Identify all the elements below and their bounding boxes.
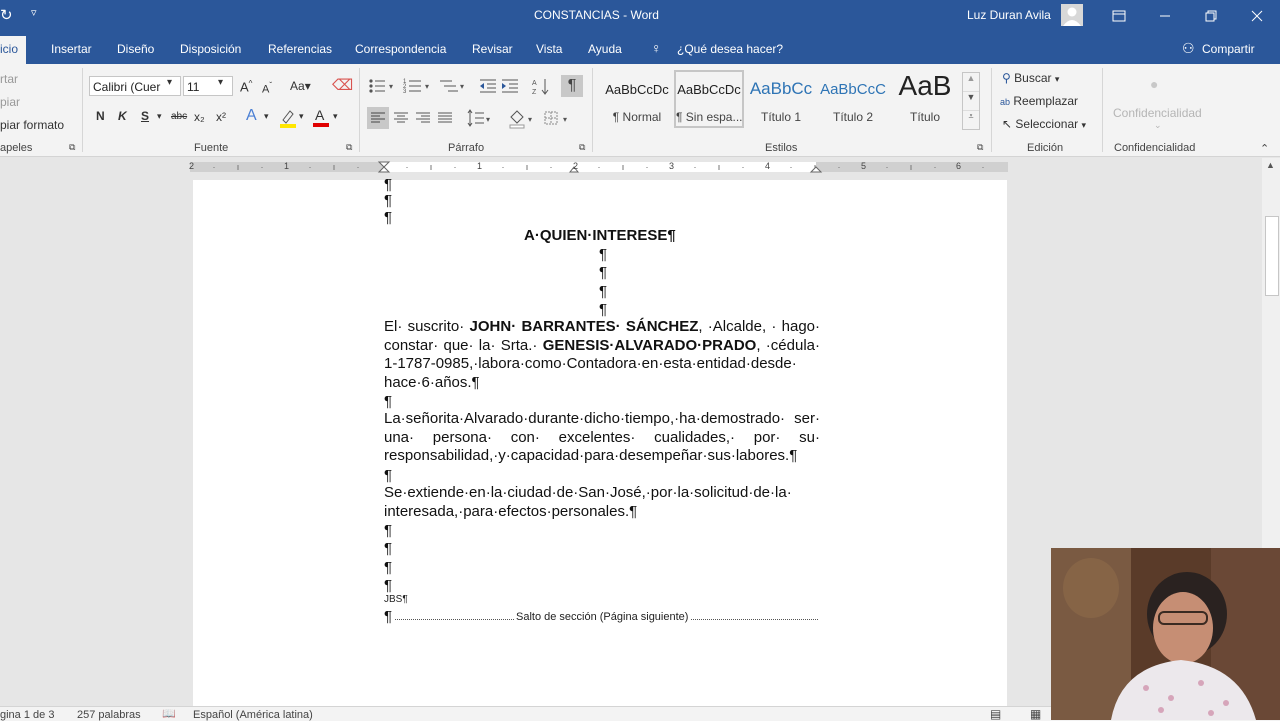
ruler-scale	[190, 160, 1008, 174]
ruler-number: 5	[861, 161, 867, 171]
paragraph-launcher-icon[interactable]: ⧉	[579, 142, 586, 152]
ribbon-display-icon	[1112, 10, 1126, 22]
name-run: GENESIS·ALVARADO·PRADO	[542, 336, 757, 354]
style-titulo-1[interactable]	[746, 70, 816, 128]
ruler-number: 4	[765, 161, 771, 171]
font-size-select[interactable]	[183, 76, 233, 96]
styles-group-label: Estilos	[765, 142, 798, 154]
font-family-value: Calibri (Cuer	[93, 80, 161, 94]
style-normal[interactable]	[602, 70, 672, 128]
presenter-video-image	[1051, 548, 1280, 720]
word-count[interactable]: 257 palabras	[77, 709, 141, 721]
empty-paragraph-mark[interactable]: ¶	[384, 559, 393, 576]
confidentiality-button[interactable]: Confidencialidad	[1113, 106, 1202, 120]
title-bar	[0, 0, 1280, 32]
bullets-button[interactable]	[368, 76, 396, 96]
webcam-overlay	[1051, 548, 1280, 720]
replace-label: Reemplazar	[1013, 94, 1079, 108]
increase-indent-icon	[500, 76, 520, 96]
change-case-button[interactable]: Aa▾	[290, 79, 311, 93]
highlight-button[interactable]	[278, 108, 298, 128]
collapse-ribbon-icon[interactable]: ⌃	[1260, 143, 1270, 155]
name-run: JOHN· BARRANTES· SÁNCHEZ	[469, 318, 699, 335]
scroll-up-icon[interactable]: ▲	[966, 73, 976, 83]
empty-paragraph-mark[interactable]: ¶	[599, 264, 608, 281]
editing-group-label: Edición	[1027, 142, 1064, 154]
ruler-number: 2	[573, 161, 579, 171]
format-painter-button[interactable]: piar formato	[0, 118, 65, 132]
empty-paragraph-mark[interactable]: ¶	[384, 467, 393, 484]
style-titulo-2[interactable]	[818, 70, 888, 128]
paragraph-body-2[interactable]: La·señorita·Alvarado·durante·dicho·tiempo,·ha·demostrado· ser· una· persona· con· excelentes· cualidades,· por· su· responsabilidad,·y·capacidad·para·desempeñar·sus·labores.¶	[384, 410, 820, 464]
subscript-button[interactable]: x₂	[194, 110, 205, 124]
shrink-font-icon[interactable]: $A^ˇ$	[262, 81, 273, 96]
more-styles-icon[interactable]: ⩡	[963, 110, 979, 129]
style-sin-espaciado[interactable]	[674, 70, 744, 128]
strikethrough-button[interactable]: abc	[171, 111, 188, 122]
app-name: Word	[630, 8, 659, 22]
close-icon	[1251, 10, 1263, 22]
select-button[interactable]	[1002, 117, 1086, 131]
paragraph-group-label: Párrafo	[448, 142, 485, 154]
share-button[interactable]: Compartir	[1202, 42, 1255, 56]
empty-paragraph-mark[interactable]: ¶	[384, 540, 393, 557]
find-label: Buscar	[1014, 71, 1052, 85]
scroll-thumb[interactable]	[1265, 216, 1279, 296]
empty-paragraph-mark[interactable]: ¶	[599, 301, 608, 318]
restore-button[interactable]	[1188, 0, 1234, 32]
empty-paragraph-mark[interactable]: ¶	[384, 192, 393, 209]
select-label: Seleccionar	[1015, 117, 1079, 131]
clipboard-group-label: apeles	[0, 142, 33, 154]
ruler-number: 6	[956, 161, 962, 171]
share-person-icon[interactable]: ⚇	[1182, 40, 1195, 56]
empty-paragraph-mark[interactable]: ¶	[384, 608, 393, 625]
scroll-up-icon[interactable]: ▲	[1266, 160, 1275, 170]
svg-text:2: 2	[403, 84, 407, 90]
style-name: Título 2	[832, 110, 874, 124]
section-break-label: Salto de sección (Página siguiente)	[516, 611, 689, 623]
minimize-icon	[1159, 10, 1171, 22]
ruler-number: 1	[284, 161, 290, 171]
style-preview: AaBbCc	[749, 79, 813, 98]
style-name: Título	[909, 110, 940, 124]
divider	[592, 68, 593, 152]
svg-text:1: 1	[403, 79, 407, 85]
lightbulb-icon[interactable]: ♀	[651, 40, 662, 56]
numbering-button[interactable]	[403, 76, 433, 96]
superscript-button[interactable]: x²	[216, 110, 226, 124]
quick-access-dropdown-icon[interactable]: ▿	[31, 7, 37, 19]
tab-revisar[interactable]: Revisar	[472, 42, 513, 56]
divider	[82, 68, 83, 152]
tell-me-search[interactable]: ¿Qué desea hacer?	[677, 42, 784, 56]
empty-paragraph-mark[interactable]: ¶	[384, 577, 393, 594]
align-right-button[interactable]	[412, 107, 434, 129]
italic-button[interactable]: K	[118, 109, 127, 123]
style-name: ¶ Normal	[612, 110, 662, 124]
styles-launcher-icon[interactable]: ⧉	[977, 142, 984, 152]
empty-paragraph-mark[interactable]: ¶	[384, 209, 393, 226]
chevron-down-icon[interactable]: ▾	[333, 111, 338, 121]
avatar[interactable]	[1061, 4, 1083, 26]
show-formatting-marks-button[interactable]	[561, 75, 583, 97]
shading-button[interactable]	[508, 107, 538, 129]
document-heading[interactable]: A·QUIEN·INTERESE¶	[524, 227, 676, 244]
restore-icon	[1205, 10, 1217, 22]
tab-vista[interactable]: Vista	[536, 42, 563, 56]
svg-text:▾: ▾	[486, 115, 491, 124]
text-run: El· suscrito·	[384, 318, 470, 335]
svg-text:A: A	[315, 107, 325, 123]
svg-text:▾: ▾	[460, 82, 465, 91]
empty-paragraph-mark[interactable]: ¶	[384, 522, 393, 539]
svg-text:3: 3	[403, 89, 407, 95]
clear-formatting-icon[interactable]: ⌫	[332, 77, 354, 94]
style-name: Título 1	[760, 110, 802, 124]
search-icon: ⚲	[1002, 71, 1011, 85]
decrease-indent-icon	[478, 76, 498, 96]
style-preview: AaBbCcDc	[677, 82, 741, 97]
autosave-icon[interactable]: ↻	[0, 7, 13, 24]
svg-text:Z: Z	[532, 89, 537, 96]
decrease-indent-button[interactable]	[478, 76, 498, 96]
style-preview: AaBbCcDc	[605, 82, 669, 97]
text-run: , ·Alcalde, · hago· constar· que· la· Srta.·	[384, 318, 821, 354]
ruler-number: 3	[669, 161, 675, 171]
copy-button[interactable]: piar	[0, 95, 21, 109]
paragraph-body-1[interactable]	[384, 318, 820, 392]
page-count[interactable]: gina 1 de 3	[0, 709, 55, 721]
read-mode-icon[interactable]: ▤	[990, 707, 1002, 721]
ruler-number: 1	[477, 161, 483, 171]
print-layout-icon[interactable]: ▦	[1030, 707, 1042, 721]
chevron-down-icon[interactable]: ⌄	[1154, 120, 1162, 130]
font-launcher-icon[interactable]: ⧉	[346, 142, 353, 152]
multilevel-list-button[interactable]	[438, 76, 468, 96]
svg-text:▾: ▾	[563, 115, 568, 124]
sort-button[interactable]	[531, 76, 551, 96]
styles-scroll[interactable]	[962, 72, 980, 130]
user-name[interactable]: Luz Duran Avila	[967, 8, 1051, 22]
chevron-down-icon[interactable]: ▾	[264, 111, 269, 121]
multilevel-list-icon	[438, 76, 468, 96]
minimize-button[interactable]	[1142, 0, 1188, 32]
tab-insertar[interactable]: Insertar	[51, 42, 92, 56]
numbered-list-icon	[403, 76, 433, 96]
style-titulo[interactable]	[890, 70, 960, 128]
divider	[359, 68, 360, 152]
paragraph-body-3[interactable]: Se·extiende·en·la·ciudad·de·San·José,·por·la·solicitud·de·la· interesada,·para·efectos·personales.¶	[384, 484, 792, 520]
justify-button[interactable]	[434, 107, 456, 129]
highlighter-icon	[278, 108, 298, 128]
close-button[interactable]	[1234, 0, 1280, 32]
find-button[interactable]	[1002, 71, 1059, 85]
justify-icon	[434, 107, 456, 129]
line-spacing-icon	[466, 107, 494, 129]
line-spacing-button[interactable]	[466, 107, 494, 129]
language-indicator[interactable]: Español (América latina)	[193, 709, 313, 721]
pilcrow-icon: ¶	[567, 77, 577, 94]
clipboard-launcher-icon[interactable]: ⧉	[69, 142, 76, 152]
font-color-button[interactable]	[312, 107, 330, 127]
svg-text:▾: ▾	[425, 82, 430, 91]
user-silhouette-icon	[1061, 4, 1083, 26]
bullet-list-icon	[368, 76, 396, 96]
sort-az-icon	[531, 76, 551, 96]
svg-text:▾: ▾	[528, 115, 533, 124]
empty-paragraph-mark[interactable]: ¶	[599, 283, 608, 300]
title-separator: -	[623, 8, 628, 22]
chevron-down-icon: ▾	[1054, 74, 1060, 84]
chevron-down-icon: ▾	[1081, 120, 1086, 130]
align-center-icon	[390, 107, 412, 129]
bold-button[interactable]: N	[96, 109, 105, 123]
divider	[991, 68, 992, 152]
borders-icon	[542, 107, 572, 129]
tab-correspondencia[interactable]: Correspondencia	[355, 42, 447, 56]
confidentiality-group-label: Confidencialidad	[1114, 142, 1196, 154]
initials[interactable]: JBS¶	[384, 594, 408, 605]
chevron-down-icon[interactable]: ▾	[157, 111, 162, 121]
style-preview: AaBbCcC	[820, 81, 886, 98]
document-title: CONSTANCIAS	[534, 8, 620, 22]
change-case-label: Aa	[290, 79, 305, 93]
horizontal-ruler[interactable]	[190, 160, 1008, 174]
paint-bucket-icon	[508, 107, 538, 129]
increase-indent-button[interactable]	[500, 76, 520, 96]
sensitivity-icon: ●	[1150, 76, 1159, 92]
chevron-down-icon[interactable]: ▾	[299, 111, 304, 121]
replace-button[interactable]	[1000, 94, 1078, 108]
grow-font-icon[interactable]: A^	[240, 79, 253, 95]
chevron-down-icon[interactable]: ▾	[218, 77, 224, 88]
empty-paragraph-mark[interactable]: ¶	[599, 246, 608, 263]
align-center-button[interactable]	[390, 107, 412, 129]
align-right-icon	[412, 107, 434, 129]
proofing-icon[interactable]: 📖	[162, 708, 176, 720]
empty-paragraph-mark[interactable]: ¶	[384, 176, 393, 193]
borders-button[interactable]	[542, 107, 572, 129]
font-group-label: Fuente	[194, 142, 229, 154]
tab-ayuda[interactable]: Ayuda	[588, 42, 622, 56]
style-name: ¶ Sin espa...	[676, 110, 742, 124]
underline-button[interactable]: S	[141, 109, 150, 123]
font-color-icon	[312, 107, 330, 127]
window-title	[534, 8, 659, 22]
align-left-button[interactable]	[367, 107, 389, 129]
replace-icon: ab	[1000, 97, 1011, 107]
ruler-number: 2	[189, 161, 195, 171]
svg-text:A: A	[532, 80, 537, 87]
cursor-icon: ↖	[1002, 117, 1013, 131]
font-size-value: 11	[187, 80, 200, 94]
tab-referencias[interactable]: Referencias	[268, 42, 333, 56]
tab-diseno[interactable]: Diseño	[117, 42, 155, 56]
ribbon	[0, 64, 1280, 157]
chevron-down-icon[interactable]: ▾	[167, 77, 173, 88]
ribbon-tab-bar	[0, 32, 1280, 64]
tab-inicio[interactable]: icio	[0, 36, 26, 64]
svg-text:▾: ▾	[389, 82, 394, 91]
text-effects-icon[interactable]: A	[246, 107, 257, 124]
scroll-down-icon[interactable]: ▼	[963, 91, 979, 110]
text-run: , ·cédula· 1-1787-0985,·labora·como·Contadora·en·esta·entidad·desde· hace·6·años.¶	[384, 336, 820, 391]
align-left-icon	[367, 107, 389, 129]
empty-paragraph-mark[interactable]: ¶	[384, 393, 393, 410]
divider	[1102, 68, 1103, 152]
style-preview: AaB	[898, 70, 952, 101]
cut-button[interactable]: rtar	[0, 72, 18, 86]
ribbon-display-options-button[interactable]	[1096, 0, 1142, 32]
tab-disposicion[interactable]: Disposición	[180, 42, 242, 56]
